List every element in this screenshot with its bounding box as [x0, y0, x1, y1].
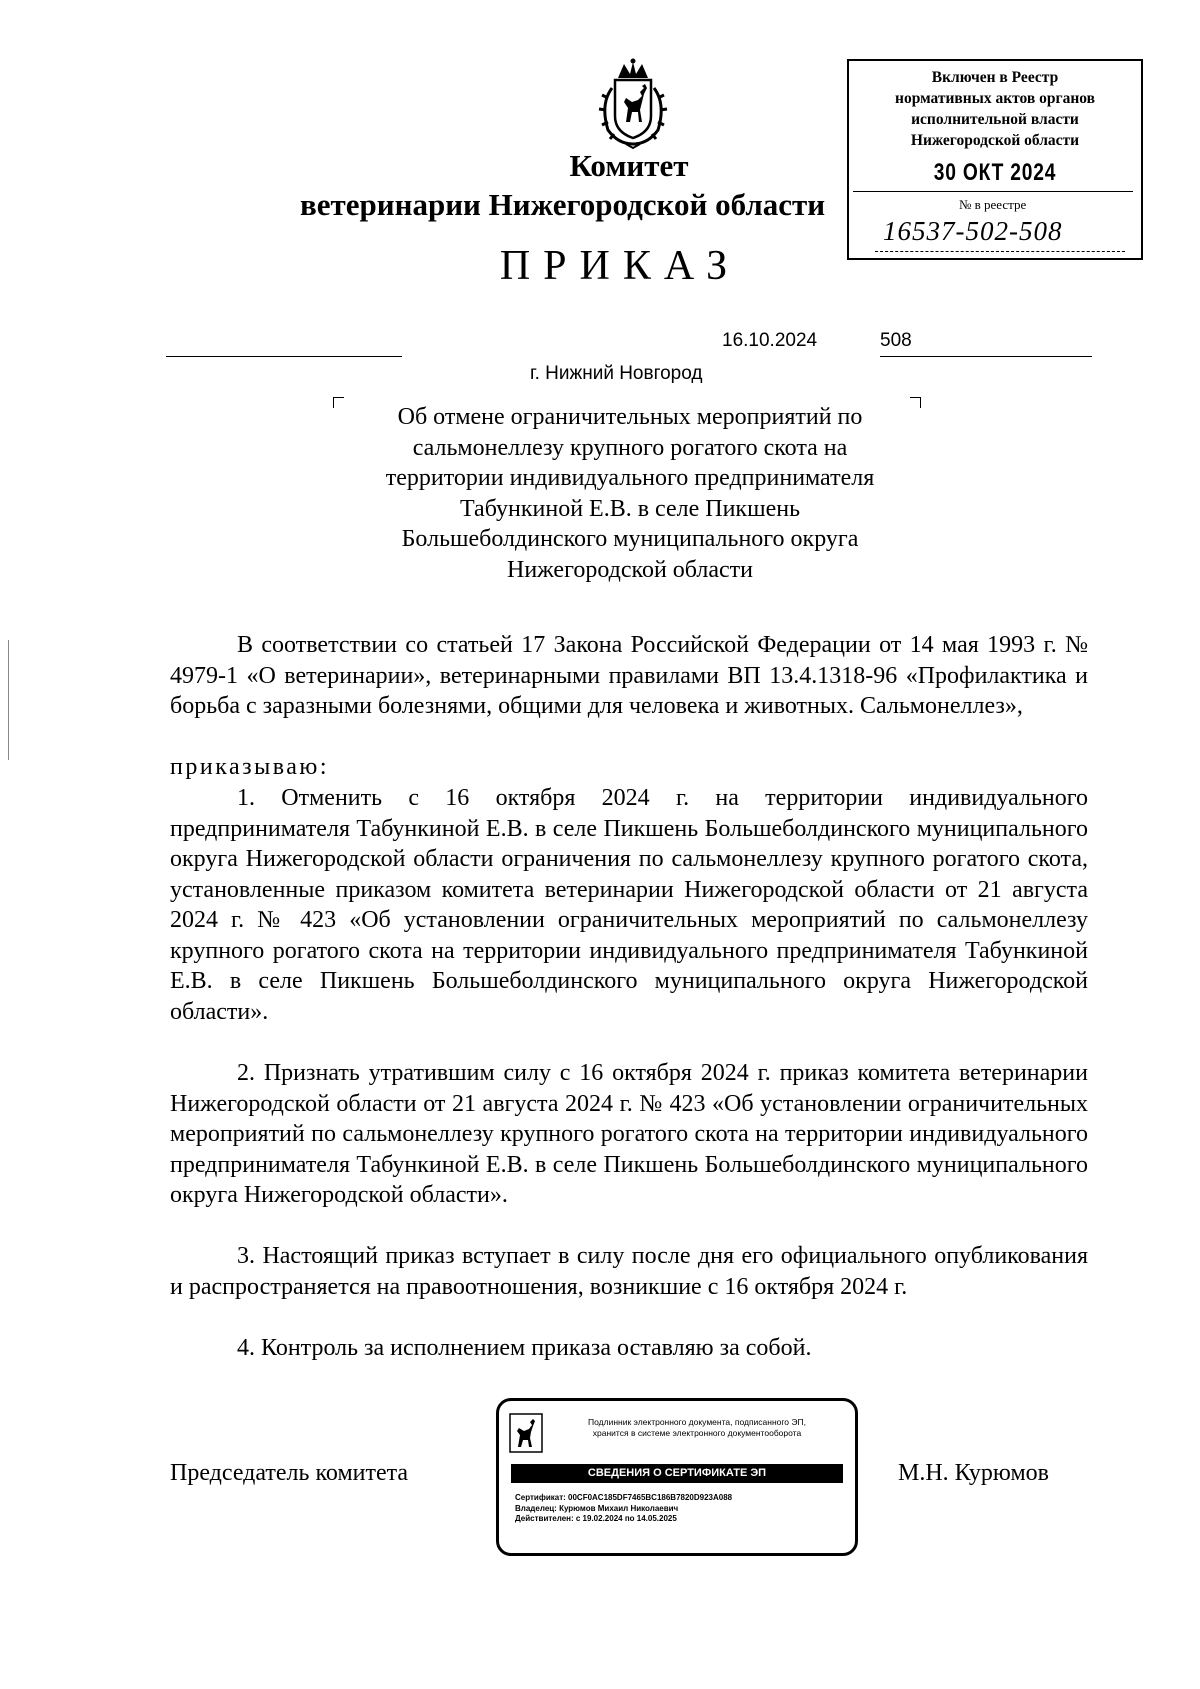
document-number: 508 — [880, 330, 912, 351]
subject-line: сальмонеллезу крупного рогатого скота на — [412, 434, 848, 461]
document-type-title: ПРИКАЗ — [499, 243, 741, 289]
subject-line: территории индивидуального предпринимателя — [385, 465, 875, 491]
registry-stamp — [847, 59, 1143, 260]
document-city: г. Нижний Новгород — [530, 363, 703, 384]
electronic-signature-stamp — [496, 1398, 858, 1556]
order-item-3: 3. Настоящий приказ вступает в силу после дня его официального опубликования и распространяется на правоотношения, возникшие с 16 октября 2024 г. — [170, 1243, 1088, 1300]
esignature-note — [551, 1417, 843, 1439]
esignature-note-line: хранится в системе электронного документооборота — [592, 1428, 802, 1438]
order-word: приказываю: — [170, 754, 330, 780]
subject-line: Нижегородской области — [506, 556, 754, 583]
subject-line: Табункиной Е.В. в селе Пикшень — [459, 495, 801, 522]
intro-paragraph: В соответствии со статьей 17 Закона Российской Федерации от 14 мая 1993 г. № 4979-1 «О ветеринарии», ветеринарными правилами ВП 13.4.1318-96 «Профилактика и борьба с заразными болезнями, общими для человека и животных. Сальмонеллез», — [170, 632, 1088, 719]
registry-stamp-line: нормативных актов органов — [895, 90, 1095, 107]
subject-corner-left — [333, 397, 344, 408]
order-item-1: 1. Отменить с 16 октября 2024 г. на территории индивидуального предпринимателя Табункиной Е.В. в селе Пикшень Большеболдинского муниципального округа Нижегородской области ограничения по сальмонеллезу крупного рогатого скота, установленные приказом комитета ветеринарии Нижегородской области от 21 августа 2024 г. № 423 «Об установлении ограничительных мероприятий по сальмонеллезу крупного рогатого скота на территории индивидуального предпринимателя Табункиной Е.В. в селе Пикшень Большеболдинского муниципального округа Нижегородской области». — [170, 785, 1088, 1025]
certificate-info-bar: СВЕДЕНИЯ О СЕРТИФИКАТЕ ЭП — [511, 1464, 843, 1483]
certificate-details — [515, 1493, 732, 1525]
certificate-serial: Сертификат: 00CF0AC185DF7465BC186B7820D923A088 — [515, 1493, 733, 1502]
signatory-position: Председатель комитета — [170, 1460, 409, 1486]
esignature-note-line: Подлинник электронного документа, подписанного ЭП, — [588, 1417, 806, 1427]
document-subject — [350, 402, 910, 585]
deer-emblem-icon — [509, 1413, 543, 1453]
number-underline — [880, 356, 1092, 357]
org-title-line2: ветеринарии Нижегородской области — [300, 187, 826, 222]
subject-line: Большеболдинского муниципального округа — [401, 526, 859, 552]
org-title-line1: Комитет — [569, 148, 689, 183]
registry-divider — [853, 191, 1133, 192]
registry-number-underline — [875, 251, 1125, 252]
order-item-2: 2. Признать утратившим силу с 16 октября 2024 г. приказ комитета ветеринарии Нижегородской области от 21 августа 2024 г. № 423 «Об установлении ограничительных мероприятий по сальмонеллезу крупного рогатого скота на территории индивидуального предпринимателя Табункиной Е.В. в селе Пикшень Большеболдинского муниципального округа Нижегородской области». — [170, 1060, 1088, 1208]
registry-stamp-line: Включен в Реестр — [931, 69, 1059, 86]
registry-number: 16537-502-508 — [883, 216, 1063, 246]
date-underline — [166, 356, 402, 357]
registry-date: 30 ОКТ 2024 — [933, 159, 1057, 186]
registry-number-label: № в реестре — [959, 197, 1027, 212]
registry-stamp-line: исполнительной власти — [911, 111, 1079, 128]
signatory-name: М.Н. Курюмов — [898, 1460, 1050, 1486]
document-date: 16.10.2024 — [722, 330, 818, 351]
subject-line: Об отмене ограничительных мероприятий по — [397, 404, 863, 430]
coat-of-arms-icon — [588, 58, 678, 150]
subject-corner-right — [910, 397, 921, 408]
scan-margin-mark — [8, 640, 9, 760]
certificate-owner: Владелец: Курюмов Михаил Николаевич — [515, 1503, 679, 1513]
registry-stamp-line: Нижегородской области — [910, 132, 1080, 149]
order-item-4: 4. Контроль за исполнением приказа оставляю за собой. — [237, 1335, 812, 1361]
certificate-validity: Действителен: с 19.02.2024 по 14.05.2025 — [515, 1514, 677, 1523]
